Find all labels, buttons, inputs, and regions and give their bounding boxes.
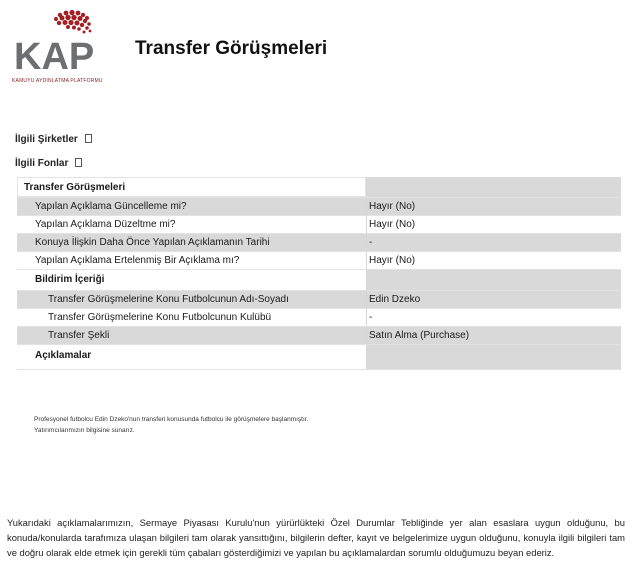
table-row — [17, 198, 621, 216]
logo-wordmark: KAP — [14, 36, 95, 78]
related-companies-label: İlgili Şirketler — [15, 134, 78, 145]
field-label: Yapılan Açıklama Ertelenmiş Bir Açıklama mı? — [17, 252, 366, 269]
field-value: Edin Dzeko — [366, 291, 621, 308]
kap-logo — [12, 6, 122, 88]
field-label: Transfer Görüşmelerine Konu Futbolcunun Kulübü — [17, 309, 366, 326]
field-value: Satın Alma (Purchase) — [366, 327, 621, 344]
section-title: Bildirim İçeriği — [17, 270, 366, 290]
expand-icon — [75, 158, 82, 167]
disclaimer-text: Yukarıdaki açıklamalarımızın, Sermaye Piyasası Kurulu'nun yürürlükteki Özel Durumlar Tebliğinde yer alan esaslara uygun olduğunu, bu konuda/konularda tarafımıza ulaşan bilgileri tam olarak yansıttığını, bilgilerin defter, kayıt ve belgelerimize uygun olduğunu, konuyla ilgili bilgileri tam ve doğru olarak elde etmek için gerekli tüm çabaları gösterdiğimizi ve yapılan bu açıklamalardan sorumlu olduğumuzu beyan ederiz. — [7, 517, 625, 558]
field-value: Hayır (No) — [366, 252, 621, 269]
explanations-heading-row — [17, 345, 621, 370]
table-heading: Transfer Görüşmeleri — [17, 177, 366, 197]
table-row — [17, 252, 621, 270]
table-row — [17, 327, 621, 345]
section-heading-row — [17, 270, 621, 291]
page-header — [12, 6, 632, 88]
field-label: Yapılan Açıklama Güncelleme mi? — [17, 198, 366, 215]
explanations-title: Açıklamalar — [17, 345, 366, 369]
field-label: Transfer Şekli — [17, 327, 366, 344]
table-row — [17, 234, 621, 252]
page-title: Transfer Görüşmeleri — [135, 38, 328, 59]
table-heading-row — [17, 177, 621, 198]
expand-icon — [85, 134, 92, 143]
table-row — [17, 216, 621, 234]
field-value: - — [366, 234, 621, 251]
table-row — [17, 291, 621, 309]
disclosure-table — [17, 177, 621, 370]
related-funds-toggle[interactable] — [15, 158, 82, 169]
field-label: Konuya İlişkin Daha Önce Yapılan Açıklamanın Tarihi — [17, 234, 366, 251]
kap-logo-icon — [12, 6, 122, 80]
table-row — [17, 309, 621, 327]
field-label: Yapılan Açıklama Düzeltme mi? — [17, 216, 366, 233]
explanation-text: Profesyonel futbolcu Edin Dzeko'nun transferi konusunda futbolcu ile görüşmelere başlanmıştır. — [34, 416, 309, 423]
field-value: Hayır (No) — [366, 198, 621, 215]
related-funds-label: İlgili Fonlar — [15, 158, 69, 169]
logo-subtitle: KAMUYU AYDINLATMA PLATFORMU — [12, 78, 103, 84]
field-label: Transfer Görüşmelerine Konu Futbolcunun Adı-Soyadı — [17, 291, 366, 308]
explanation-text: Yatırımcılarımızın bilgisine sunarız. — [34, 427, 135, 434]
field-value: Hayır (No) — [366, 216, 621, 233]
field-value: - — [366, 309, 621, 326]
related-companies-toggle[interactable] — [15, 134, 92, 145]
